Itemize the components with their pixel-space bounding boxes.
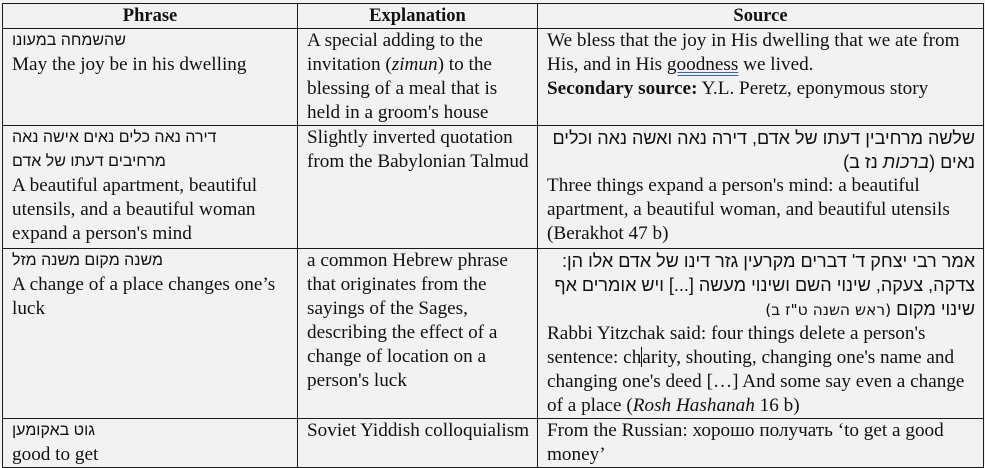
phrase-cell[interactable] bbox=[3, 126, 298, 249]
italic-term: zimun bbox=[391, 54, 438, 75]
source-cell[interactable] bbox=[538, 126, 984, 249]
phrase-hebrew-line1: דירה נאה כלים נאים אישה נאה bbox=[12, 129, 217, 146]
header-explanation: Explanation bbox=[298, 4, 538, 29]
table-row bbox=[3, 126, 984, 249]
phrase-english: May the joy be in his dwelling bbox=[12, 54, 247, 75]
table-row bbox=[3, 29, 984, 126]
phrase-cell[interactable] bbox=[3, 249, 298, 419]
source-cell[interactable] bbox=[538, 419, 984, 468]
source-cell[interactable] bbox=[538, 249, 984, 419]
table-row bbox=[3, 419, 984, 468]
source-english: We bless that the joy in His dwelling that we ate from His, and in His goodness we lived. bbox=[547, 30, 960, 75]
explanation-cell[interactable] bbox=[298, 126, 538, 249]
source-hebrew: אמר רבי יצחק ד' דברים מקרעין גזר דינו של אדם אלו הן: צדקה, צעקה, שינוי השם ושינוי מעשה [...] ויש אומרים אף שינוי מקום (ראש השנה ט"ז ב) bbox=[554, 251, 975, 319]
source-english: Three things expand a person's mind: a beautiful apartment, a beautiful woman, and beautiful utensils (Berakhot 47 b) bbox=[547, 175, 950, 244]
phrase-hebrew: שהשמחה במעונו bbox=[12, 32, 126, 49]
header-phrase: Phrase bbox=[3, 4, 298, 29]
source-english: From the Russian: хорошо получать ‘to get a good money’ bbox=[547, 420, 944, 465]
header-row bbox=[3, 4, 984, 29]
header-source: Source bbox=[538, 4, 984, 29]
explanation-text: A special adding to the invitation (zimun) to the blessing of a meal that is held in a groom's house bbox=[307, 30, 498, 123]
phrase-hebrew: משנה מקום משנה מזל bbox=[12, 252, 164, 269]
phrase-hebrew-line2: מרחיבים דעתו של אדם bbox=[12, 153, 166, 170]
table-row bbox=[3, 249, 984, 419]
explanation-text: Slightly inverted quotation from the Babylonian Talmud bbox=[307, 127, 529, 172]
grammar-flagged-word[interactable]: goodness bbox=[666, 54, 739, 75]
phrase-cell[interactable] bbox=[3, 29, 298, 126]
phrase-glossary-table bbox=[2, 3, 984, 468]
phrase-cell[interactable] bbox=[3, 419, 298, 468]
phrase-english: good to get bbox=[12, 444, 99, 465]
explanation-text: Soviet Yiddish colloquialism bbox=[307, 420, 530, 441]
source-hebrew: שלשה מרחיבין דעתו של אדם, דירה נאה ואשה נאה וכלים נאים (ברכות נז ב) bbox=[552, 128, 975, 172]
phrase-hebrew: גוט באקומען bbox=[12, 422, 96, 439]
explanation-text: a common Hebrew phrase that originates from the sayings of the Sages, describing the effect of a change of location on a person's luck bbox=[307, 250, 508, 391]
secondary-source-label: Secondary source: bbox=[547, 78, 698, 99]
source-english: Rabbi Yitzchak said: four things delete a person's sentence: charity, shouting, changing one's name and changing one's deed […] And some say even a change of a place (Rosh Hashanah 16 b) bbox=[547, 323, 965, 416]
phrase-english: A beautiful apartment, beautiful utensils, and a beautiful woman expand a person's mind bbox=[12, 175, 258, 244]
explanation-cell[interactable] bbox=[298, 419, 538, 468]
source-cell[interactable] bbox=[538, 29, 984, 126]
explanation-cell[interactable] bbox=[298, 29, 538, 126]
phrase-english: A change of a place changes one’s luck bbox=[12, 274, 276, 319]
explanation-cell[interactable] bbox=[298, 249, 538, 419]
secondary-source: Secondary source: Y.L. Peretz, eponymous story bbox=[547, 78, 929, 99]
